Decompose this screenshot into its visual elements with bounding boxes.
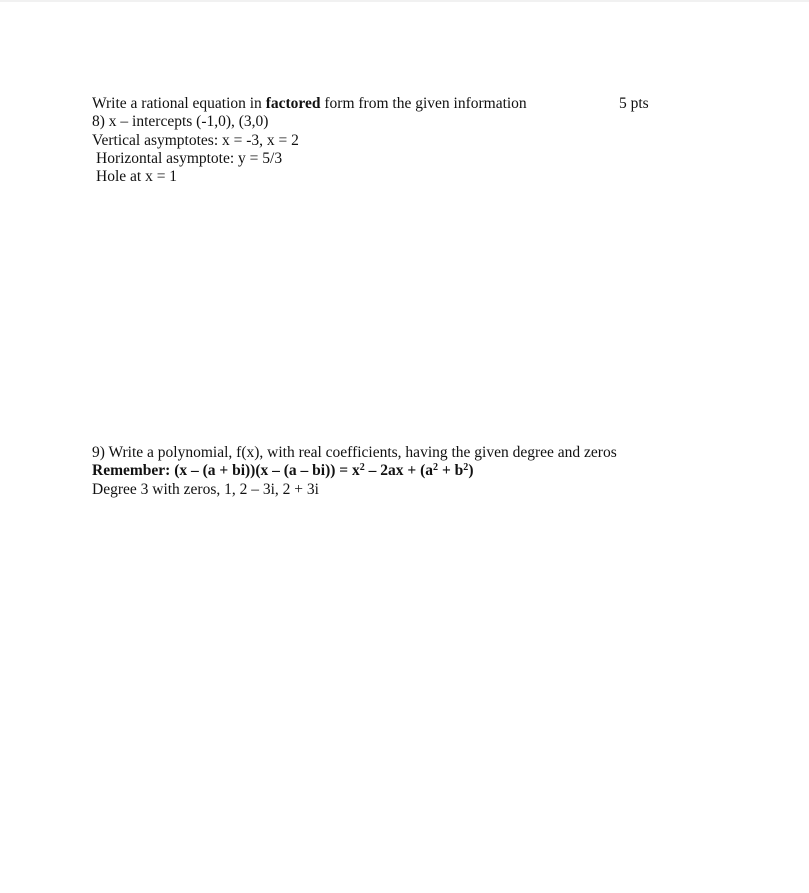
q8-instruction-pre: Write a rational equation in	[92, 95, 266, 112]
q9-prompt: 9) Write a polynomial, f(x), with real coefficients, having the given degree and zeros	[92, 444, 617, 461]
q9-remember-mid: – 2ax + (a	[364, 462, 434, 479]
page-top-edge	[0, 0, 809, 2]
q9-exp-3: 2	[463, 461, 469, 473]
q8-vertical-asymptotes: Vertical asymptotes: x = -3, x = 2	[92, 132, 299, 149]
q9-exp-1: 2	[359, 461, 365, 473]
q9-degree: Degree 3 with zeros, 1, 2 – 3i, 2 + 3i	[92, 481, 319, 498]
q9-exp-2: 2	[433, 461, 439, 473]
q9-remember	[92, 462, 473, 480]
q8-points: 5 pts	[619, 95, 649, 112]
q8-horizontal-asymptote: Horizontal asymptote: y = 5/3	[96, 150, 283, 167]
q9-remember-plus: + b	[438, 462, 464, 479]
q8-instruction	[92, 95, 527, 113]
q9-remember-end: )	[468, 462, 474, 479]
q9-remember-lhs: Remember: (x – (a + bi))(x – (a – bi)) = x	[92, 462, 360, 479]
q8-instruction-post: form from the given information	[320, 95, 527, 112]
q8-instruction-bold: factored	[265, 95, 321, 112]
q8-intercepts: 8) x – intercepts (-1,0), (3,0)	[92, 113, 269, 130]
q8-hole: Hole at x = 1	[96, 168, 178, 185]
